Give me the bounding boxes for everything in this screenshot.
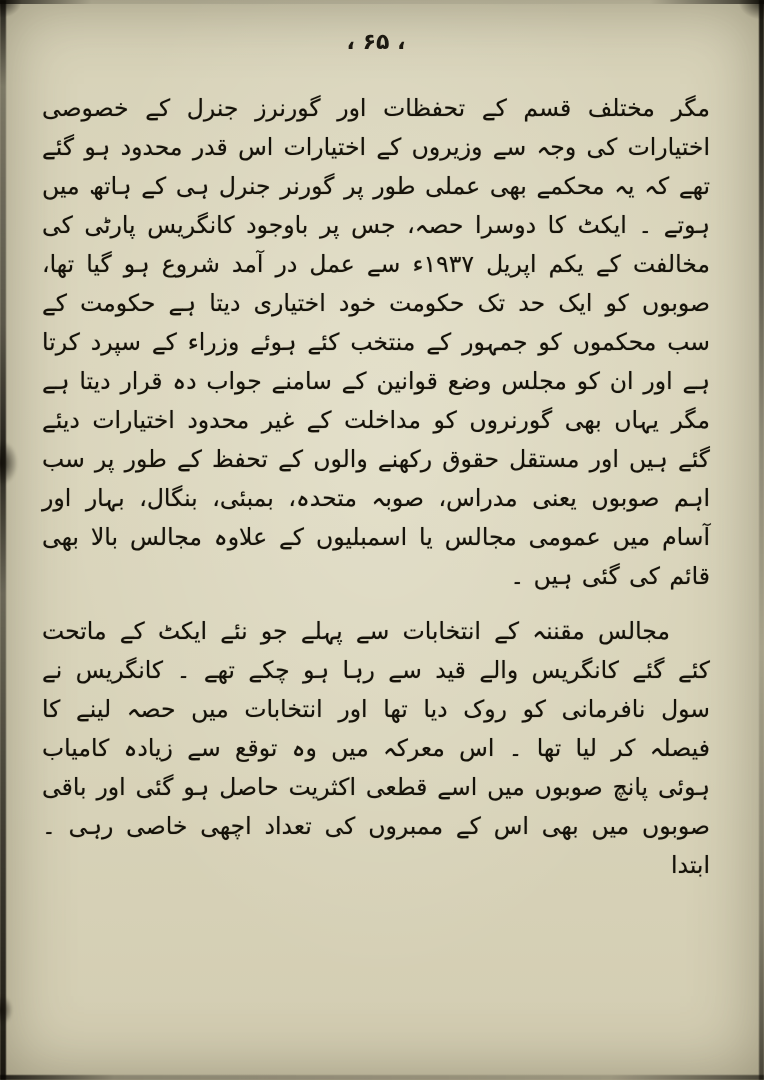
body-paragraph-2: مجالس مقننہ کے انتخابات سے پہلے جو نئے ایکٹ کے ماتحت کئے گئے کانگریس والے قید سے رہا ہو چکے تھے ۔ کانگریس نے سول نافرمانی کو روک دیا تھا اور انتخابات میں حصہ لینے کا فیصلہ کر لیا تھا ۔ اس معرکہ میں وہ توقع سے زیادہ کامیاب ہوئی پانچ صوبوں میں اسے قطعی اکثریت حاصل ہو گئی اور باقی صوبوں میں بھی اس کے ممبروں کی تعداد اچھی خاصی رہی ۔ ابتدا [42, 617, 710, 879]
body-paragraph-1: مگر مختلف قسم کے تحفظات اور گورنرز جنرل کے خصوصی اختیارات کی وجہ سے وزیروں کے اختیارات اس قدر محدود ہو گئے تھے کہ یہ محکمے بھی عملی طور پر گورنر جنرل ہی کے ہاتھ میں ہوتے ۔ ایکٹ کا دوسرا حصہ، جس پر باوجود کانگریس پارٹی کی مخالفت کے یکم اپریل ۱۹۳۷ء سے عمل در آمد شروع ہو گیا تھا، صوبوں کو ایک حد تک حکومت خود اختیاری دیتا ہے حکومت کے سب محکموں کو جمہور کے منتخب کئے ہوئے وزراء کے سپرد کرتا ہے اور ان کو مجلس وضع قوانین کے سامنے جواب دہ قرار دیتا ہے مگر یہاں بھی گورنروں کو مداخلت کے غیر محدود اختیارات دیئے گئے ہیں اور مستقل حقوق رکھنے والوں کے تحفظ کے طور پر سب اہم صوبوں یعنی مدراس، صوبہ متحدہ، بمبئی، بنگال، بہار اور آسام میں عمومی مجالس یا اسمبلیوں کے علاوہ مجالس بالا بھی قائم کی گئی ہیں ۔ [42, 94, 710, 590]
page-number: ، ۶۵ ، [346, 30, 406, 55]
